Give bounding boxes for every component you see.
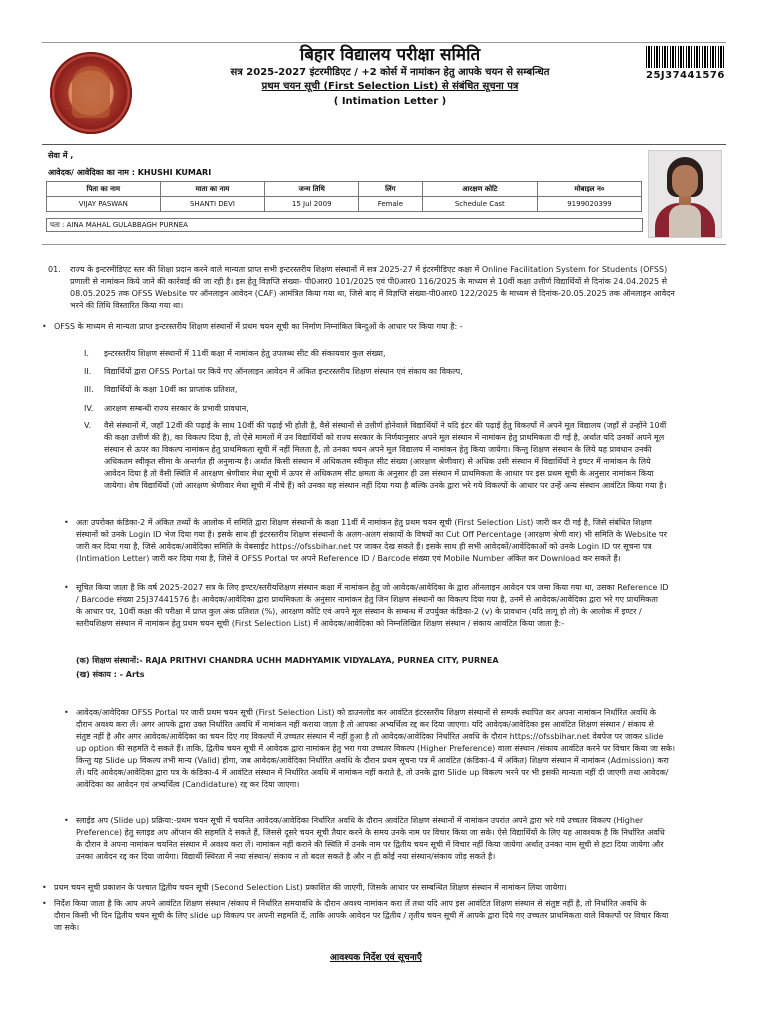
para-slide-line: स्लाईड अप (Slide up) प्रक्रिया:-प्रथम चयन सूची में चयनित आवेदक/आवेदिका निर्धारित अवधि के दौरान आवंटित शिक्षण संस्थानों में नामांकन उपरांत अपने द्वारा भरे गये उच्चतर विकल्प (Higher <box>76 816 644 825</box>
para-atah <box>76 517 730 565</box>
salutation: सेवा में , <box>48 151 74 160</box>
table-header: मोबाइल न० <box>538 182 642 197</box>
para-portal-line: up option की सहमति दे सकते हैं। ताकि, द्वितीय चयन सूची में आवेदक द्वारा नामांकन हेतु भरा गया उच्चतर विकल्प (Higher Preference) वाला संस्थान /संकाय आवंटित करने पर विचार किया जा सके। <box>76 744 676 753</box>
barcode <box>646 46 724 68</box>
para-nirdesh <box>54 898 730 934</box>
table-header: पिता का नाम <box>47 182 161 197</box>
point-number: II. <box>84 367 92 376</box>
para-atah-line: संस्थानों को उनके Login ID भेज दिया गया है। इसके साथ ही इंटरस्तरीय शिक्षण संस्थानों के अलग-अलग संकायों के विषयों का Cut Off Percentage (आरक्षण श्रेणी वार) भी समिति के Website पर <box>76 530 667 539</box>
point-5-line: संस्थान से ऊपर का विकल्प नामांकन हेतु प्राथमिकता सूची में नहीं मिलता है, तो उनका चयन अपने मूल विद्यालय में नामांकन हेतु किया जायेगा। किन्तु शिक्षण संस्थान के लिये यह प्रावधान उनकी <box>104 445 652 454</box>
para-atah-line: जारी कर दिया गया है, जिसे आवेदक/आवेदिका समिति के वेबसाईट https://ofssbihar.net पर जाकर देख सकते हैं। इसके साथ ही सभी आवेदकों/आवेदिकाओं को उनके Login ID पर सूचना पत्र <box>76 542 652 551</box>
selection-list-line: प्रथम चयन सूची (First Selection List) से संबंधित सूचना पत्र <box>261 81 519 92</box>
para-portal-line: दौरान अवश्य करा लें। अगर आपके द्वारा उक्त निर्धारित अवधि में नामांकन नहीं कराया जाता है तो आपका अभ्यर्थित्व रद्द कर दिया जाएगा। यदि आवेदक/आवेदिका इस आवंटित शिक्षण संस्थान / संकाय से <box>76 720 654 729</box>
para-second-list: प्रथम चयन सूची प्रकाशन के पश्चात द्वितीय चयन सूची (Second Selection List) प्रकाशित की जाएगी, जिसके आधार पर सम्बन्धित शिक्षण संस्थान में नामांकन लिया जायेगा। <box>54 883 567 892</box>
bullet-icon: • <box>64 816 69 825</box>
reservation-category: Schedule Cast <box>422 197 537 212</box>
para-portal-line: आवेदक/आवेदिका OFSS Portal पर जारी प्रथम चयन सूची (First Selection List) को डाउनलोड कर आवंटित इंटरस्तरीय शिक्षण संस्थानों से सम्पर्क स्थापित कर अपना नामांकन निर्धारित अवधि के <box>76 708 657 717</box>
mobile-number: 9199020399 <box>538 197 642 212</box>
para-atah-line: अतः उपरोक्त कंडिका-2 में अंकित तथ्यों के आलोक में समिति द्वारा शिक्षण संस्थानों के कक्षा 11वीं में नामांकन हेतु प्रथम चयन सूची (First Selection List) जारी कर दी गई है, जिसे संबंधित शिक्षण <box>76 518 652 527</box>
para-slide-up <box>76 815 730 863</box>
bullet-icon: • <box>42 322 47 331</box>
para-suchit-line: के आधार पर, 10वीं कक्षा की परीक्षा में प्राप्त कुल अंक प्रतिशत (%), आरक्षण कोटि एवं अपने मूल संस्थान के सम्बन्ध में उपर्युक्त कंडिका-2 (v) के प्रावधान (यदि लागू हो तो) के आलोक में इण्टर / <box>76 607 642 616</box>
bullet-icon: • <box>42 899 47 908</box>
point-number: III. <box>84 385 94 394</box>
point-5-line: की कक्षा उत्तीर्ण की है), का विकल्प दिया है, तो ऐसे मामलों में उन विद्यार्थियों को राज्य सरकार के निर्णयानुसार अपने मूल संस्थान में नामांकन हेतु प्राथमिकता दी गई है, अर्थात यदि उनकों अपने मूल <box>104 433 665 442</box>
table-header: लिंग <box>359 182 423 197</box>
para-nirdesh-line: जा सके। <box>54 923 80 932</box>
para-suchit-line: स्तरीयशिक्षण संस्थान में नामांकन हेतु प्रथम चयन सूची (First Selection List) में आवेदक/आवेदिका को निम्नलिखित शिक्षण संस्थान / संकाय आवंटित किया जाता है:- <box>76 619 565 628</box>
para-portal-line: लें। यदि आवेदक/आवेदिका द्वारा पत्र के कंडिका-4 में आवंटित संस्थान में निर्धारित अवधि में नामांकन नहीं कराते है, तो उनके द्वारा Slide up विकल्प भरने पर भी इसकी मान्यता नहीं दी जाएगी तथा आवेदक/ <box>76 768 669 777</box>
bullet-icon: • <box>64 708 69 717</box>
father-name: VIJAY PASWAN <box>47 197 161 212</box>
para-suchit-line: सूचित किया जाता है कि वर्ष 2025-2027 सत्र के लिए इण्टर/स्तरीयशिक्षण संस्थान कक्षा में नामांकन हेतु जो आवेदक/आवेदिका के द्वारा ऑनलाइन आवेदन पत्र जमा किया गया था, उसका Reference ID <box>76 583 669 592</box>
point-text: इन्टरस्तरीय शिक्षण संस्थानों में 11वीं कक्षा में नामांकन हेतु उपलब्ध सीट की संकायवार कुल संख्या, <box>104 349 386 358</box>
para-01-line: प्रणाली से नामांकन किये जाने की कार्रवाई की जा रही है। इस हेतु विज्ञप्ति संख्या- पी0आर0 101/2025 एवं पी0आर0 116/2025 के माध्यम से 10वीं कक्षा उत्तीर्ण विद्यार्थियों से दिनांक 24.04.2025 से <box>70 277 668 286</box>
session-line: सत्र 2025-2027 इंटरमीडिएट / +2 कोर्स में नामांकन हेतु आपके चयन से सम्बन्धित <box>230 67 550 78</box>
allotted-institute: (क) शिक्षण संस्थानों:- RAJA PRITHVI CHANDRA UCHH MADHYAMIK VIDYALAYA, PURNEA CITY, PURNEA <box>76 656 499 665</box>
date-of-birth: 15 Jul 2009 <box>265 197 359 212</box>
mother-name: SHANTI DEVI <box>160 197 265 212</box>
address: पता : AINA MAHAL GULABBAGH PURNEA <box>46 218 643 232</box>
para-01 <box>70 264 730 312</box>
table-header: आरक्षण कोटि <box>422 182 537 197</box>
para-portal-line: संतुष्ट नहीं है और अगर आवेदक/आवेदिका का चयन दिए गए विकल्पों में उच्चतर संस्थान में नहीं हुआ है तो आवेदक/आवेदिका निर्धारित अवधि के दौरान https://ofssbihar.net वेबपेज पर जाकर slide <box>76 732 664 741</box>
point-5-line: वैसे संस्थानों में, जहाँ 12वीं की पढ़ाई के साथ 10वीं की पढ़ाई भी होती है, वैसे संस्थानों से उत्तीर्ण होनेवाले विद्यार्थियों ने यदि इंटर की पढ़ाई हेतु विकल्पों में अपने मूल विद्यालय (जहाँ से उन्होंने 10वीं <box>104 421 667 430</box>
details-divider <box>42 244 726 245</box>
para-slide-line: के दौरान वे अपना नामांकन चयनित संस्थान में अवश्य करा लें। नामांकन नहीं कराने की स्थिति में उनके नाम पर द्वितीय चयन सूची में विचार नहीं किया जायेगा अर्थात् उनका नाम सूची से हटा दिया जायेगा और <box>76 840 664 849</box>
applicant-details-table <box>46 181 642 212</box>
point-5 <box>104 420 730 492</box>
point-5-line: अधिकतम स्वीकृत सीमा के अन्तर्गत ही अनुमान्य है। अर्थात किसी संस्थान में अधिकतम स्वीकृत सीट संख्या (आरक्षण श्रेणीवार) से अधिक उसी संस्थान में विद्यार्थियों ने इण्टर में नामांकन के लिये <box>104 457 651 466</box>
table-header: माता का नाम <box>160 182 265 197</box>
para-nirdesh-line: दौरान किसी भी दिन द्वितीय चयन सूची के लिए slide up विकल्प पर अपनी सहमति दें, ताकि आपके आवेदन पर द्वितीय / तृतीय चयन सूची में आपके द्वारा दिये गए उच्चतर प्राथमिकता वाले विकल्पों पर विचार किया <box>54 911 669 920</box>
para-suchit-line: / Barcode संख्या 25J37441576 है। आवेदक/आवेदिका द्वारा प्राथमिकता के अनुसार नामांकन हेतु जिन शिक्षण संस्थानों का विकल्प दिया गया है, उनमें से आवेदक/आवेदिका द्वारा भरे गए प्राथमिकता <box>76 595 658 604</box>
bullet-icon: • <box>42 883 47 892</box>
allotted-faculty: (ख) संकाय : - Arts <box>76 670 145 679</box>
point-5-line: आवेदन दिया है तो वैसी स्थिति में आरक्षण श्रेणीवार मेधा सूची में ऊपर से अधिकतम सीट क्षमता के अनुसार ही उस संस्थान में प्राथमिकता के आधार पर इस प्रथम सूची के अनुसार नामांकन किया <box>104 469 654 478</box>
reference-number: 25J37441576 <box>646 70 725 81</box>
bullet-icon: • <box>64 583 69 592</box>
applicant-photo <box>648 150 722 238</box>
bullet-icon: • <box>64 518 69 527</box>
gender: Female <box>359 197 423 212</box>
para-nirdesh-line: निर्देश किया जाता है कि आप अपने आवंटित शिक्षण संस्थान /संकाय में निर्धारित समयावधि के दौरान अवश्य नामांकन करा लें तथा यदि आप इस आवंटित शिक्षण संस्थान से संतुष्ट नहीं है, तो निर्धारित अवधि के <box>54 899 647 908</box>
instructions-heading: आवश्यक निर्देश एवं सूचनाएँ <box>330 953 422 963</box>
para-portal <box>76 707 730 791</box>
para-suchit <box>76 582 730 630</box>
point-text: विद्यार्थियों के कक्षा 10वीं का प्राप्तांक प्रतिशत, <box>104 385 238 394</box>
point-5-line: जायेगा। शेष विद्यार्थियों (जो आरक्षण श्रेणीवार मेधा सूची में नीचे हैं) को उनका वह संस्थान नहीं दिया गया है बल्कि उनके द्वारा भरे गये विकल्पों के आधार पर उन्हें अन्य संस्थान आवंटित किया गया है। <box>104 481 667 490</box>
para-slide-line: उनका आवेदन रद्द कर दिया जायेगा। विद्यार्थी स्थिरता में नया संस्थान/ संकाय न तो बदल सकते है और न ही कोई नया संस्थान/संकाय जोड़ सकते है। <box>76 852 496 861</box>
board-title: बिहार विद्यालय परीक्षा समिति <box>299 45 481 65</box>
table-header-row <box>47 182 642 197</box>
para-portal-line: किन्तु यह Slide up विकल्प तभी मान्य (Valid) होगा, जब आवेदक/आवेदिका निर्धारित अवधि के दौरान प्रथम सूचना पत्र में आवंटित (कंडिका-4 में अंकित) शिक्षण संस्थान में नामांकन (Admission) करा <box>76 756 669 765</box>
table-header: जन्म तिथि <box>265 182 359 197</box>
point-text: विद्यार्थियों द्वारा OFSS Portal पर किये गए ऑनलाइन आवेदन में अंकित इन्टरस्तरीय शिक्षण संस्थान एवं संकाय का विकल्प, <box>104 367 463 376</box>
para-01-line: भरने की तिथि विस्तारित किया गया था। <box>70 301 184 310</box>
table-row <box>47 197 642 212</box>
letter-header <box>150 44 630 110</box>
point-text: आरक्षण सम्बन्धी राज्य सरकार के प्रभावी प्रावधान, <box>104 404 249 413</box>
point-number: I. <box>84 349 89 358</box>
header-divider <box>42 144 726 145</box>
para-01-line: राज्य के इन्टरमीडिएट स्तर की शिक्षा प्रदान करने वाले मान्यता प्राप्त सभी इन्टरस्तरीय शिक्षण संस्थानों में सत्र 2025-27 में इंटरमीडिएट कक्षा में Online Facilitation System for Students (OFSS) <box>70 265 668 274</box>
para-slide-line: Preference) हेतु स्लाइड अप ऑप्शन की सहमति दे सकते हैं, जिससे दूसरे चयन सूची तैयार करने के समय उनके नाम पर विचार किया जा सके। ऐसे विद्यार्थियों के लिए यह आवश्यक है कि निर्धारित अवधि <box>76 828 665 837</box>
para-01-number: 01. <box>48 265 61 274</box>
bseb-seal-logo <box>50 52 132 134</box>
para-01-line: 08.05.2025 तक OFSS Website पर ऑनलाइन आवेदन (CAF) आमंत्रित किया गया था, जिसे बाद में विज्ञप्ति संख्या-पी0आर0 122/2025 के माध्यम से दिनांक-20.05.2025 तक ऑनलाइन आवेदन <box>70 289 675 298</box>
para-atah-line: (Intimation Letter) जारी कर दिया गया है, जिसे वे OFSS Portal पर अपने Reference ID / Barcode संख्या एवं Mobile Number अंकित कर Download कर सकते हैं। <box>76 554 621 563</box>
applicant-name: आवेदक/ आवेदिका का नाम : KHUSHI KUMARI <box>48 168 212 177</box>
point-number: IV. <box>84 404 94 413</box>
ofss-basis-line: OFSS के माध्यम से मान्यता प्राप्त इन्टरस्तरीय शिक्षण संस्थानों में प्रथम चयन सूची का निर्माण निम्नांकित बिन्दुओं के आधार पर किया गया है: - <box>54 322 463 331</box>
intimation-letter-label: ( Intimation Letter ) <box>333 96 447 107</box>
para-portal-line: आवेदिका का आवेदन एवं अभ्यर्थित्व (Candidature) रद्द कर दिया जाएगा। <box>76 780 300 789</box>
point-number: V. <box>84 421 91 430</box>
